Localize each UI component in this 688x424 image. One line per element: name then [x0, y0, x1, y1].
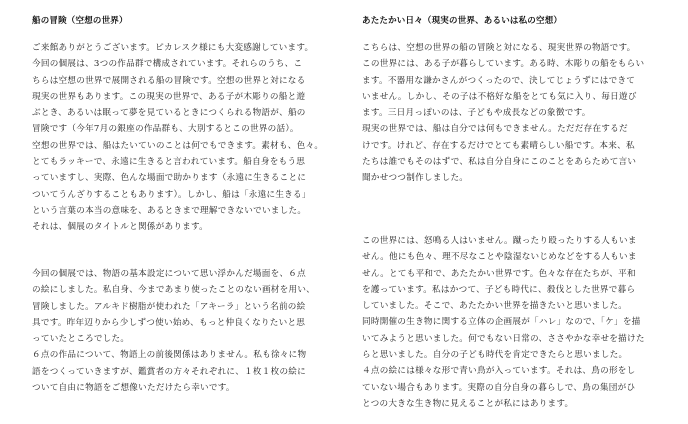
text-line: を護っています。私はかつて、子ども時代に、殺伐とした世界で暮ら — [362, 284, 636, 295]
text-line: ６点の作品について、物語上の前後関係はありません。私も徐々に物 — [32, 350, 307, 361]
text-line: 今回の個展は、3つの作品群で構成されています。それらのうち、こ — [32, 59, 303, 70]
text-line: 語をつくっていきますが、鑑賞者の方々それぞれに、１枚１枚の絵に — [32, 366, 306, 377]
text-line: こちらは、空想の世界の船の冒険と対になる、現実世界の物語です。 — [362, 43, 636, 53]
text-line: それは、個展のタイトルと関係があります。 — [32, 222, 209, 233]
text-line: とつの大きな生き物に見えることが私にはあります。 — [362, 398, 574, 409]
text-line: いません。しかし、その子は不格好な船をとても気に入り、毎日遊び — [362, 91, 637, 102]
text-line: ４点の絵には様々な形で青い鳥が入っています。それは、鳥の形をし — [362, 366, 636, 377]
text-line: ちらは空想の世界で展開される船の冒険です。空想の世界と対になる — [32, 75, 306, 86]
text-line: っていますし、実際、色んな場面で助かります（永遠に生きることに — [32, 173, 307, 184]
right-heading: あたたかい日々（現実の世界、あるいは私の空想） — [362, 16, 563, 26]
text-line: 冒険です（今年7月の銀座の作品群も、大別するとこの世界の話）。 — [32, 124, 299, 135]
text-line: 冒険しました。アルキド樹脂が使われた「アキーラ」という名前の絵 — [32, 301, 306, 312]
text-line: 今回の個展では、物語の基本設定について思い浮かんだ場面を、６点 — [32, 269, 306, 279]
text-line: ます。三日月っぽいのは、子どもや成長などの象徴です。 — [362, 108, 591, 119]
text-line: 現実の世界もあります。この現実の世界で、ある子が木彫りの船と遊 — [32, 91, 306, 102]
text-line: 聞かせつつ制作しました。 — [362, 173, 469, 184]
text-line: 同時開催の生き物に関する立体の企画展が「ハレ」なので、「ケ」を描 — [362, 317, 641, 328]
text-line: らと思いました。自分の子ども時代を肯定できたらと思いました。 — [362, 350, 628, 361]
text-line: ます。不器用な謙かさんがつくったので、決してじょうずにはできて — [362, 75, 636, 86]
text-line: という言葉の本当の意味を、あるときまで理解できないでいました。 — [32, 205, 307, 216]
text-line: ついて自由に物語をご想像いただけたら幸いです。 — [32, 383, 235, 394]
text-line: とてもラッキーで、永遠に生きると言われています。船自身をもう思 — [32, 157, 306, 168]
text-line: していました。そこで、あたたかい世界を描きたいと思いました。 — [362, 301, 628, 312]
text-line: せん。他にも色々、理不尽なことや陰湿ないじめなどをする人もいま — [362, 252, 637, 263]
text-line: 現実の世界では、船は自分では何もできません。ただだ存在するだ — [362, 124, 628, 135]
left-paragraph-2 — [32, 266, 315, 396]
text-line: ついてうんざりすることもあります）。しかし、船は「永遠に生きる」 — [32, 189, 311, 200]
text-line: たちは誰でもそのはずで、私は自分自身にこのことをあらためて言い — [362, 157, 637, 168]
text-line: ご来館ありがとうございます。ピカレスク様にも大変感謝しています。 — [32, 43, 314, 53]
left-paragraph-1 — [32, 40, 323, 236]
text-line: ぶとき、あるいは眠って夢を見ているときにつくられる物語が、船の — [32, 108, 306, 119]
left-heading: 船の冒険（空想の世界） — [32, 16, 128, 26]
text-line: っていたところでした。 — [32, 334, 130, 345]
text-line: いてみようと思いました。何でもない日常の、ささやかな幸せを描けた — [362, 333, 645, 344]
text-line: この世界には、怒鳴る人はいません。蹴ったり殴ったりする人もいま — [362, 236, 637, 246]
text-line: けです。けれど、存在するだけでとても素晴らしい船です。本来、私 — [362, 140, 635, 151]
right-paragraph-2 — [362, 233, 645, 412]
text-line: 具です。昨年辺りから少しずつ使い始め、もっと仲良くなりたいと思 — [32, 317, 306, 328]
right-paragraph-1 — [362, 40, 644, 187]
text-line: ていない場合もあります。実際の自分自身の暮らしで、鳥の集団がひ — [362, 382, 636, 393]
text-line: 空想の世界では、船はたいていのことは何でもできます。素材も、色々。 — [32, 140, 324, 151]
text-line: の絵にしました。私自身、今まであまり使ったことのない画材を用い、 — [32, 285, 316, 296]
text-line: この世界には、ある子が暮らしています。ある時、木彫りの船をもらい — [362, 59, 645, 70]
text-line: せん。とても平和で、あたたかい世界です。色々な存在たちが、平和 — [362, 268, 636, 279]
